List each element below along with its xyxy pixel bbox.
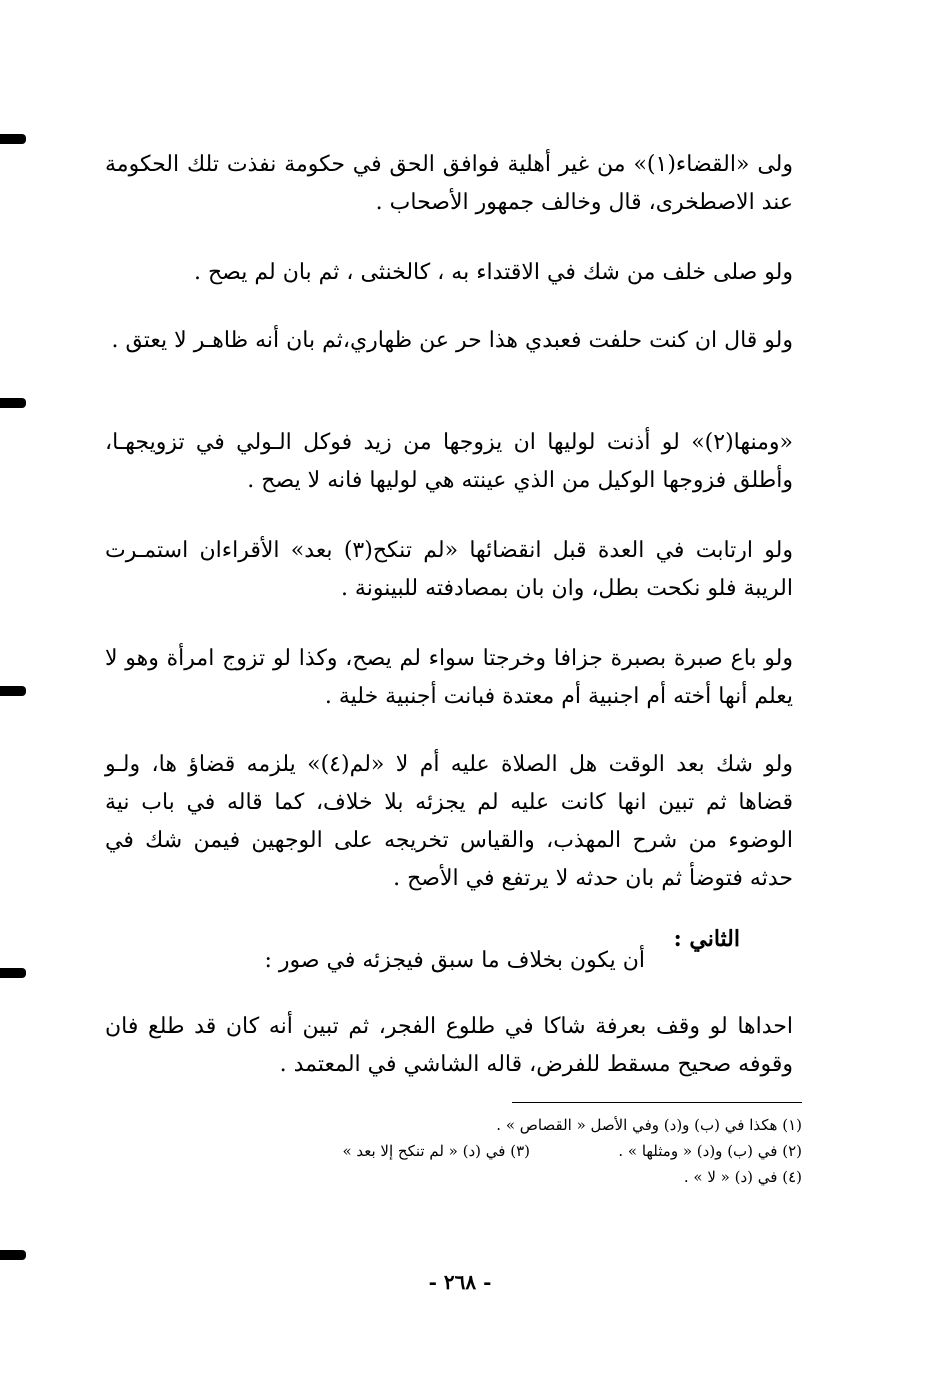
paragraph-1 xyxy=(105,146,793,222)
footnote-row xyxy=(250,1138,802,1164)
paragraph-5 xyxy=(105,532,793,608)
footnote-3: (٣) في (د) « لم تنكح إلا بعد » xyxy=(342,1142,530,1160)
footnote-2: (٢) في (ب) و(د) « ومثلها » . xyxy=(618,1142,802,1160)
paragraph-2 xyxy=(105,254,793,292)
paragraph-text: «ومنها(٢)» لو أذنت لوليها ان يزوجها من زيد فوكل الـولي في تزويجهـا، وأطلق فزوجها الوكيل من الذي عينته هي لوليها فانه لا يصح . xyxy=(105,430,793,493)
page-number: - ٢٦٨ - xyxy=(428,1270,492,1294)
margin-mark xyxy=(0,968,26,978)
margin-mark xyxy=(0,1250,26,1260)
footnote-4: (٤) في (د) « لا » . xyxy=(683,1168,802,1186)
paragraph-8 xyxy=(105,1008,793,1084)
paragraph-text: ولو ارتابت في العدة قبل انقضائها «لم تنكح(٣) بعد» الأقراءان استمـرت الريبة فلو نكحت بطل، وان بان بمصادفته للبينونة . xyxy=(105,538,794,601)
footnote-row xyxy=(250,1112,802,1138)
paragraph-text: ولو باع صبرة بصبرة جزافا وخرجتا سواء لم يصح، وكذا لو تزوج امرأة وهو لا يعلم أنها أخته أم اجنبية أم معتدة فبانت أجنبية خلية . xyxy=(105,646,793,709)
paragraph-text: ولى «القضاء(١)» من غير أهلية فوافق الحق في حكومة نفذت تلك الحكومة عند الاصطخرى، قال وخالف جمهور الأصحاب . xyxy=(105,152,793,215)
margin-mark xyxy=(0,398,26,408)
paragraph-4 xyxy=(105,424,793,500)
paragraph-text: ولو قال ان كنت حلفت فعبدي هذا حر عن ظهاري،ثم بان أنه ظاهـر لا يعتق . xyxy=(111,328,793,353)
paragraph-text: احداها لو وقف بعرفة شاكا في طلوع الفجر، ثم تبين أنه كان قد طلع فان وقوفه صحيح مسقط للفرض، قاله الشاشي في المعتمد . xyxy=(105,1014,793,1077)
footnote-row xyxy=(250,1164,802,1190)
heading-label: الثاني : xyxy=(673,926,740,952)
paragraph-text: ولو شك بعد الوقت هل الصلاة عليه أم لا «لم(٤)» يلزمه قضاؤ ها، ولـو قضاها ثم تبين انها كانت عليه لم يجزئه بلا خلاف، كما قاله في باب نية الوضوء من شرح المهذب، والقياس تخريجه على الوجهين فيمن شك في حدثه فتوضأ ثم بان حدثه لا يرتفع في الأصح . xyxy=(105,752,794,891)
paragraph-text: ولو صلى خلف من شك في الاقتداء به ، كالخنثى ، ثم بان لم يصح . xyxy=(193,260,793,285)
margin-mark xyxy=(0,686,26,696)
paragraph-7 xyxy=(105,746,793,898)
paragraph-3 xyxy=(105,322,793,360)
margin-mark xyxy=(0,134,26,144)
heading-text: أن يكون بخلاف ما سبق فيجزئه في صور : xyxy=(264,948,645,973)
paragraph-6 xyxy=(105,640,793,716)
footnote-1: (١) هكذا في (ب) و(د) وفي الأصل « القصاص » . xyxy=(496,1116,802,1134)
section-heading xyxy=(255,926,740,986)
footnotes xyxy=(250,1112,802,1190)
footnote-divider xyxy=(512,1102,802,1103)
